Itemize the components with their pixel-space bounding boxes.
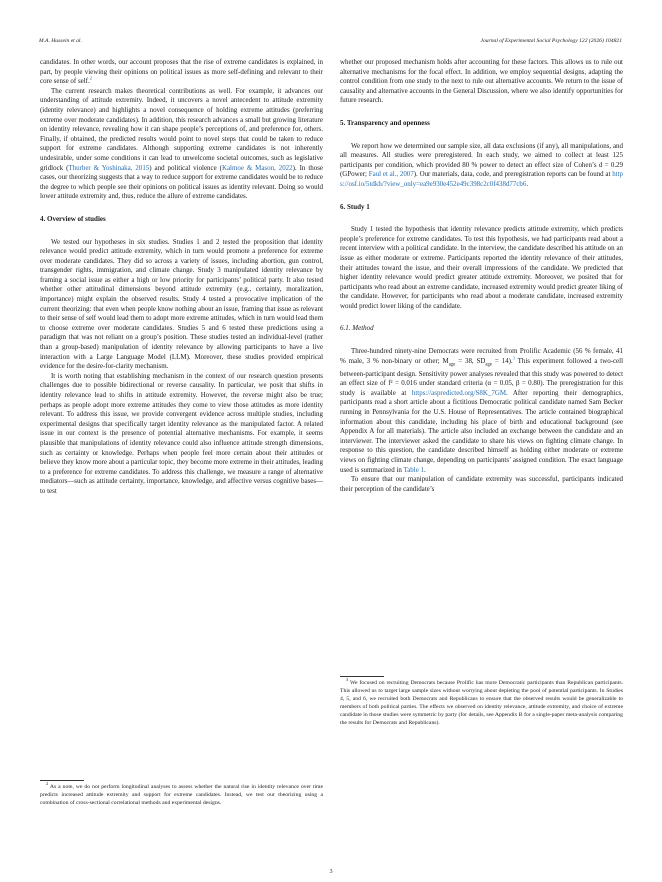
- paragraph: Three-hundred ninety-nine Democrats were recruited from Prolific Academic (56 % female, 41 % male, 3 % non-binary or other; $M_{age} = 38$, $SD_{age} = 14).^3$ This experiment followed a two-cell between-participant design. Sensitivity power analyses revealed that this study was powered to detect an effect size of f² = 0.016 under standard criteria (α = 0.05, β = 0.80). The preregistration for this study is available at https://aspredicted.org/S8K_7GM. After reporting their demographics, participants read a short article about a fictitious Democratic political candidate named Sam Becker running in Pennsylvania for the U.S. House of Representatives. The article contained biographical information about this candidate, including his place of birth and educational background (see Appendix A for all materials). The article also included an exchange between the candidate and an interviewer. The interviewer asked the candidate to share his views on fighting climate change. In response to this question, the candidate described himself as holding either moderate or extreme views on fighting climate change, depending on participants’ assigned condition. The exact language used is summarized in Table 1.: [340, 347, 623, 474]
- paragraph: To ensure that our manipulation of candidate extremity was successful, participants indicated their perception of the candidate’s: [340, 475, 623, 493]
- footnote-3: $^3$ We focused on recruiting Democrats because Prolific has more Democratic participants than Republican participants. This allowed us to target large sample sizes without worrying about depleting the pool of potential participants. In Studies 4, 5, and 6, we recruited both Democrats and Republicans to ensure that the observed results would be generalizable to members of both political parties. The effects we observed on identity relevance, attitude extremity, and choice of extreme candidate in those studies were symmetric by party (for details, see Appendix B for a single-paper meta-analysis comparing the results for Democrats and Republicans).: [340, 677, 623, 726]
- paragraph: We tested our hypotheses in six studies. Studies 1 and 2 tested the proposition that identity relevance would predict attitude extremity, which in turn would promote a preference for extreme over moderate candidates. They did so across a variety of issues, including abortion, gun control, transgender rights, immigration, and climate change. Study 3 manipulated identity relevance by framing a social issue as either a high or low priority for participants’ political party. It also tested whether other attitudinal dimensions beyond attitude extremity (e.g., certainty, moralization, importance) might explain the observed results. Study 4 tested a provocative implication of the current theorizing: that even when people know nothing about an issue, framing that issue as relevant to their sense of self would lead them to adopt more extreme attitudes, which in turn would lead them to choose extreme over moderate candidates. Studies 5 and 6 tested these predictions using a paradigm that was not reliant on a group’s position. These studies tested an individual-level (rather than a group-based) manipulation of identity relevance by allowing participants to have a live interaction with a Large Language Model (LLM). Moreover, these studies provided empirical evidence for the desire-for-clarity mechanism.: [40, 237, 323, 371]
- left-column: [40, 58, 323, 497]
- page-number: 3: [329, 868, 333, 875]
- running-head-authors: M.A. Hussein et al.: [39, 38, 82, 44]
- paragraph: Study 1 tested the hypothesis that identity relevance predicts attitude extremity, which predicts people’s preference for extreme candidates. To test this hypothesis, we had participants read about a recent interview with a political candidate. In the interview, the candidate described his attitude on an issue as either moderate or extreme. Participants reported the identity relevance of their attitudes, their attitudes toward the issue, and their overall impressions of the candidate. We predicted that higher identity relevance would predict greater attitude extremity. Moreover, we posited that for participants who read about an extreme candidate, increased extremity would predict greater liking of the candidate. However, for participants who read about a moderate candidate, increased extremity would predict lower liking of the candidate.: [340, 225, 623, 310]
- right-column: [340, 58, 623, 494]
- citation-link[interactable]: Kalmoe & Mason, 2022: [221, 163, 293, 172]
- paragraph: It is worth noting that establishing mechanism in the context of our research question presents challenges due to possible bidirectional or reverse causality. In particular, we posit that shifts in identity relevance lead to shifts in attitude extremity. However, the reverse might also be true; perhaps as people adopt more extreme attitudes they come to view those attitudes as more identity relevant. To address this issue, we provide convergent evidence across multiple studies, including experimental designs that specifically target identity relevance as the manipulated factor. A related issue in our context is the presence of potential alternative mechanisms. For example, it seems plausible that manipulations of identity relevance could also influence attitude strength dimensions, such as certainty or knowledge. Perhaps when people feel more certain about their attitudes or believe they know more about a particular topic, they become more extreme in their attitudes, leading to a preference for extreme candidates. To address this challenge, we measure a range of alternative mediators—such as attitude certainty, importance, knowledge, and affective versus cognitive bases—to test: [40, 371, 323, 495]
- paragraph: candidates. In other words, our account proposes that the rise of extreme candidates is explained, in part, by people viewing their opinions on political issues as more self-defining and relevant to their core sense of self.$^2$: [40, 58, 323, 86]
- section-heading: 5. Transparency and openness: [340, 118, 430, 127]
- preregistration-link[interactable]: https://aspredicted.org/S8K_7GM: [411, 388, 507, 397]
- paragraph: The current research makes theoretical contributions as well. For example, it advances our understanding of attitude extremity. Indeed, it uncovers a novel antecedent to attitude extremity (identity relevance) and highlights a novel consequence of holding extreme attitudes (preferring extreme over moderate candidates). In addition, this research advances a small but growing literature on identity relevance, revealing how it can shape people’s perceptions of, and preference for, others. Finally, if obtained, the predicted results would point to novel steps that could be taken to reduce support for extreme candidates. Although supporting extreme candidates is not inherently undesirable, under some conditions it can lead to unwelcome societal outcomes, such as legislative gridlock (Thurber & Yoshinaka, 2015) and political violence (Kalmoe & Mason, 2022). In those cases, our theorizing suggests that a way to reduce support for extreme candidates would be to reduce the degree to which people see their opinions on political issues as identity relevant. Doing so would lower attitude extremity and, thus, reduce the allure of extreme candidates.: [40, 86, 323, 201]
- footnote-ref-2[interactable]: 2: [89, 75, 92, 81]
- paragraph: We report how we determined our sample size, all data exclusions (if any), all manipulations, and all measures. All studies were preregistered. In each study, we aimed to collect at least 125 participants per condition, which provided 80 % power to detect an effect size of Cohen’s d = 0.29 (GPower; Faul et al., 2007). Our materials, data, code, and preregistration reports can be found at https://osf.io/5tdkh/?view_only=ea9e930e452e49c398c2c0f438d77cb6.: [340, 141, 623, 188]
- table-link[interactable]: Table 1: [403, 465, 424, 474]
- section-heading: 6. Study 1: [340, 202, 370, 211]
- section-heading: 4. Overview of studies: [40, 214, 106, 223]
- footnote-2: $^2$ As a note, we do not perform longitudinal analyses to assess whether the natural rise in identity relevance over time predicts increased attitude extremity and support for extreme candidates. Instead, we test our theorizing using a combination of cross-sectional correlational methods and experimental designs.: [40, 781, 323, 806]
- citation-link[interactable]: Thurber & Yoshinaka, 2015: [68, 163, 150, 172]
- subsection-heading: 6.1. Method: [340, 324, 374, 333]
- citation-link[interactable]: Faul et al., 2007: [368, 170, 414, 179]
- running-head-journal: Journal of Experimental Social Psychology 122 (2026) 104821: [480, 38, 622, 44]
- footnote-ref-3[interactable]: 3: [512, 355, 515, 361]
- osf-link[interactable]: https://osf.io/5tdkh/?view_only=ea9e930e452e49c398c2c0f438d77cb6: [340, 170, 623, 188]
- paragraph: whether our proposed mechanism holds after accounting for these factors. This allows us to rule out alternative mechanisms for the focal effect. In addition, we employ sequential designs, adapting the control condition from one study to the next to rule out alternative accounts. We return to the issue of causality and alternative accounts in the General Discussion, where we also identify opportunities for future research.: [340, 58, 623, 105]
